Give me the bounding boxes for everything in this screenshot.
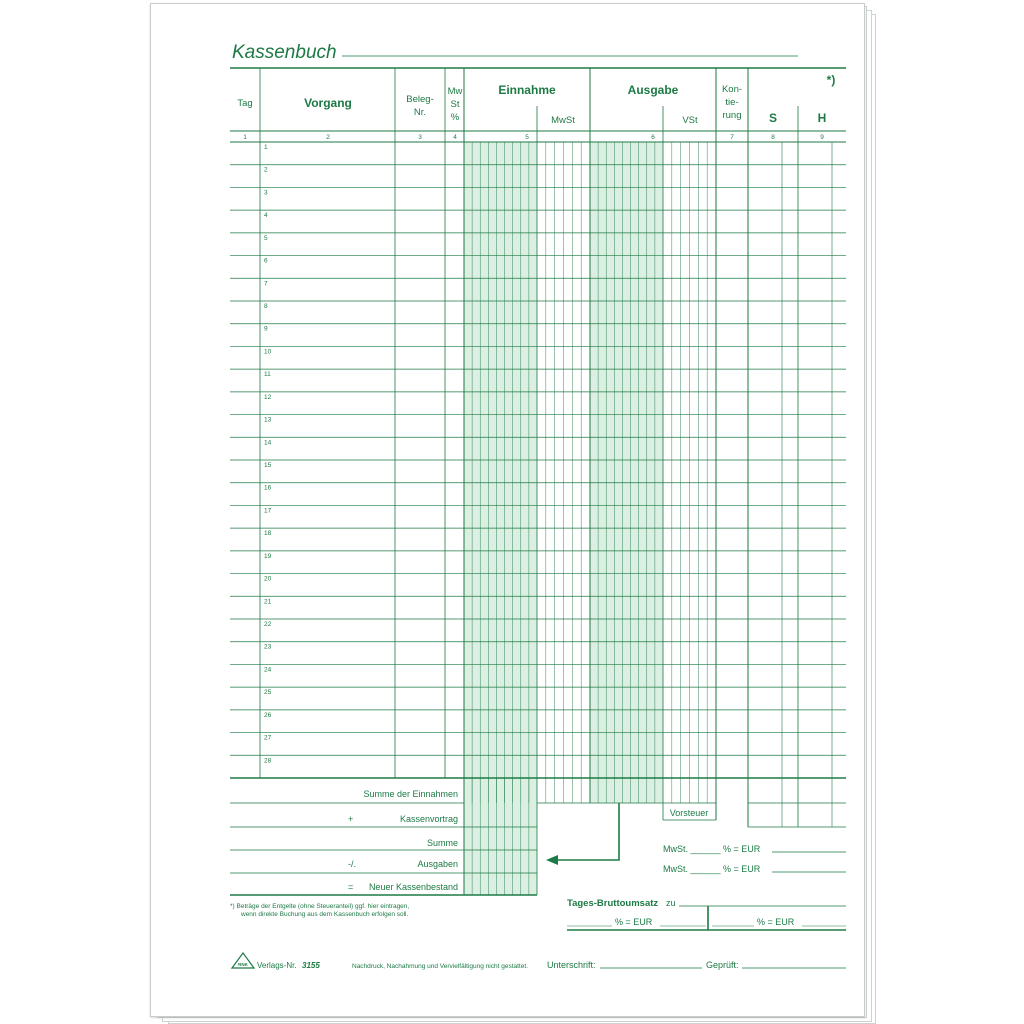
col-beleg-header-1: Beleg-	[406, 94, 434, 105]
unterschrift-label: Unterschrift:	[547, 960, 596, 970]
row-number: 27	[264, 734, 272, 742]
summe-label: Summe	[426, 838, 458, 848]
form-title: Kassenbuch	[232, 42, 337, 63]
nachdruck-notice: Nachdruck, Nachahmung und Vervielfältigung nicht gestattet.	[352, 963, 528, 970]
row-number: 8	[264, 303, 268, 310]
row-number: 15	[264, 462, 272, 469]
row-number: 16	[264, 484, 272, 492]
col-number-9: 9	[820, 134, 824, 141]
col-number-2: 2	[326, 134, 330, 141]
summe-einnahmen-label: Summe der Einnahmen	[363, 789, 458, 799]
col-number-4: 4	[453, 134, 457, 141]
footnote-mark: *)	[826, 73, 836, 87]
publisher-logo	[232, 953, 254, 968]
row-number: 9	[264, 325, 268, 333]
neuer-kassenbestand-label: Neuer Kassenbestand	[368, 882, 458, 892]
column-numbers	[243, 134, 824, 141]
col-einnahme-mwst-header: MwSt	[551, 115, 575, 126]
verlag-label: Verlags-Nr.	[257, 961, 297, 970]
col-number-6: 6	[651, 134, 655, 141]
row-number: 13	[264, 416, 272, 424]
tages-zu-label: zu	[666, 898, 676, 908]
pct-eur-2: % = EUR	[757, 917, 795, 927]
arrow-icon	[546, 855, 558, 865]
row-number: 7	[264, 280, 268, 288]
col-haben-header: H	[817, 111, 827, 125]
col-number-3: 3	[418, 134, 422, 141]
geprueft-label: Geprüft:	[706, 960, 739, 970]
vorsteuer-label: Vorsteuer	[669, 808, 709, 818]
col-number-8: 8	[771, 134, 775, 141]
col-einnahme-header: Einnahme	[498, 83, 556, 97]
tages-bruttoumsatz-label: Tages-Bruttoumsatz	[567, 898, 659, 909]
row-number: 11	[264, 371, 271, 379]
row-number: 10	[264, 348, 272, 356]
pct-eur-1: % = EUR	[615, 917, 653, 927]
col-tag-header: Tag	[237, 98, 253, 109]
col-mwst-header-1: Mw	[447, 86, 463, 97]
col-vorgang-header: Vorgang	[304, 96, 352, 110]
svg-text:RNK: RNK	[238, 962, 248, 967]
col-ausgabe-vst-header: VSt	[682, 115, 698, 126]
kassenvortrag-label: Kassenvortrag	[399, 814, 458, 824]
col-beleg-header-2: Nr.	[413, 107, 427, 118]
row-number: 6	[264, 257, 268, 265]
col-mwst-header-3: %	[450, 112, 460, 123]
header-grid	[230, 68, 846, 895]
col-number-1: 1	[243, 134, 247, 141]
col-kontierung-header-3: rung	[722, 110, 742, 121]
mwst-line-2: MwSt. ______ % = EUR	[663, 864, 761, 874]
footnote-line-1: *) Beträge der Entgelte (ohne Steueranteil) ggf. hier eintragen,	[230, 903, 410, 910]
ausgaben-label: Ausgaben	[417, 859, 458, 869]
row-number: 18	[264, 530, 272, 538]
col-kontierung-header-1: Kon-	[721, 84, 743, 95]
row-number: 2	[264, 166, 268, 174]
col-soll-header: S	[768, 111, 778, 125]
col-mwst-header-2: St	[450, 99, 460, 110]
row-number: 28	[264, 757, 272, 765]
row-number: 26	[264, 711, 272, 719]
row-number: 12	[264, 393, 272, 401]
col-ausgabe-header: Ausgabe	[627, 83, 679, 97]
row-number: 21	[264, 598, 272, 606]
row-number: 25	[264, 689, 272, 697]
equals-sign: =	[348, 882, 354, 892]
plus-sign: +	[348, 814, 354, 824]
row-number: 4	[264, 212, 268, 220]
verlag-number: 3155	[302, 961, 320, 970]
col-number-7: 7	[730, 134, 734, 141]
col-kontierung-header-2: tie-	[725, 97, 739, 108]
entry-rows	[230, 144, 846, 764]
mwst-line-1: MwSt. ______ % = EUR	[663, 844, 761, 854]
row-number: 3	[264, 189, 268, 197]
row-number: 24	[264, 666, 272, 674]
minus-sign: -/.	[348, 859, 356, 869]
row-number: 14	[264, 439, 272, 447]
row-number: 1	[264, 144, 268, 151]
footnote-line-2: wenn direkte Buchung aus dem Kassenbuch erfolgen soll.	[241, 911, 409, 918]
row-number: 17	[264, 507, 272, 515]
row-number: 5	[264, 234, 268, 242]
col-number-5: 5	[525, 134, 529, 141]
row-number: 20	[264, 575, 272, 583]
row-number: 22	[264, 621, 272, 628]
row-number: 23	[264, 643, 272, 651]
row-number: 19	[264, 552, 272, 560]
